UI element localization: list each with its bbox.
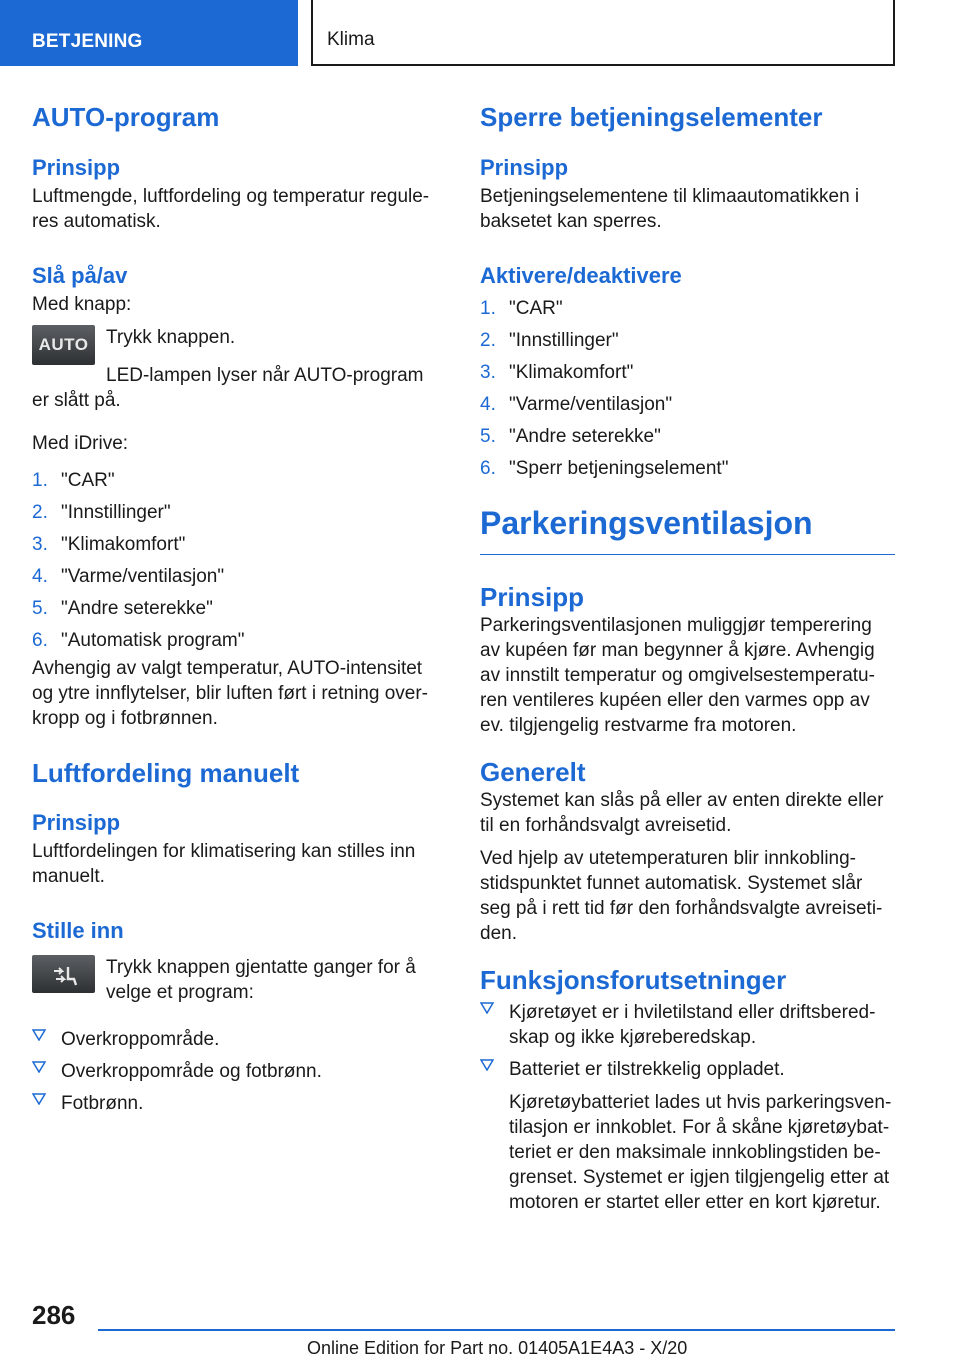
list-item: 5. "Andre seterekke" [480, 426, 661, 447]
triangle-bullet-icon [480, 1002, 494, 1014]
auto-program-title: AUTO-program [32, 102, 220, 132]
auto-note: Avhengig av valgt temperatur, AUTO-intensitet og ytre innflytelser, blir luften ført i retning over-kropp og i fotbrønnen. [32, 658, 428, 729]
footer-divider [98, 1329, 895, 1331]
list-item: 3. "Klimakomfort" [32, 534, 186, 555]
left-column [32, 100, 437, 1119]
list-item: 2. "Innstillinger" [32, 502, 171, 523]
list-item: 6. "Sperr betjeningselement" [480, 458, 729, 479]
auto-steps-list [32, 464, 437, 656]
manual-principle-text: Luftfordelingen for klimatisering kan stilles inn manuelt. [32, 841, 416, 887]
with-button-label: Med knapp: [32, 294, 132, 315]
list-item: 6. "Automatisk program" [32, 630, 245, 651]
requirements-heading: Funksjonsforutsetninger [480, 965, 787, 995]
airflow-button-row [32, 955, 437, 1005]
list-item: 4. "Varme/ventilasjon" [32, 566, 225, 587]
parking-principle-heading: Prinsipp [480, 582, 585, 612]
activate-heading: Aktivere/deaktivere [480, 263, 682, 288]
auto-led-text: LED-lampen lyser når AUTO-program er slått på. [32, 365, 424, 411]
list-item: Kjøretøyet er i hviletilstand eller driftsbered-skap og ikke kjøreberedskap. [480, 996, 895, 1053]
list-item: 1. "CAR" [480, 298, 563, 319]
airflow-options-list [32, 1023, 437, 1119]
list-item: Fotbrønn. [32, 1087, 437, 1119]
lock-principle-text: Betjeningselementene til klimaautomatikken i baksetet kan sperres. [480, 186, 860, 232]
battery-detail-text: Kjøretøybatteriet lades ut hvis parkeringsven-tilasjon er innkoblet. For å skåne kjøretøybat-teriet er den maksimale innkoblingstiden be-grenset. Systemet er igjen tilgjengelig etter at motoren er startet eller etter en kort kjøretur. [509, 1092, 892, 1213]
auto-button-icon [32, 325, 95, 365]
triangle-bullet-icon [480, 1059, 494, 1071]
auto-button-label: AUTO [38, 335, 89, 354]
general-heading: Generelt [480, 757, 586, 787]
triangle-bullet-icon [32, 1061, 46, 1073]
air-distribution-icon [32, 955, 95, 993]
airflow-press-text: Trykk knappen gjentatte ganger for å velge et program: [106, 957, 416, 1003]
lock-principle-heading: Prinsipp [480, 155, 569, 180]
general-text-2: Ved hjelp av utetemperaturen blir innkobling-stidspunktet funnet automatisk. Systemet slår seg på i rett tid før den forhåndsvalgte avreiseti-den. [480, 848, 883, 944]
list-item: 1. "CAR" [32, 470, 115, 491]
list-item: Overkroppområde. [32, 1023, 437, 1055]
section-tab: BETJENING [0, 0, 298, 66]
parking-principle-text: Parkeringsventilasjonen muliggjør temperering av kupéen før man begynner å kjøre. Avhengig av innstilt temperatur og omgivelsestemperatu-ren ventileres kupéen eller den varmes opp av ev. tilgjengelig restvarme fra motoren. [480, 615, 875, 736]
lock-steps-list [480, 292, 895, 484]
manual-distribution-title: Luftfordeling manuelt [32, 758, 300, 788]
list-item: 2. "Innstillinger" [480, 330, 619, 351]
auto-principle-text: Luftmengde, luftfordeling og temperatur regule-res automatisk. [32, 186, 430, 232]
list-item: 4. "Varme/ventilasjon" [480, 394, 673, 415]
right-column [480, 100, 895, 1218]
page-header [0, 0, 960, 66]
triangle-bullet-icon [32, 1093, 46, 1105]
auto-button-row [32, 325, 437, 369]
list-item: 3. "Klimakomfort" [480, 362, 634, 383]
parking-ventilation-title: Parkeringsventilasjon [480, 502, 895, 555]
page-number: 286 [32, 1300, 76, 1330]
lock-controls-title: Sperre betjeningselementer [480, 102, 823, 132]
auto-press-text: Trykk knappen. [106, 327, 236, 348]
list-item: Overkroppområde og fotbrønn. [32, 1055, 437, 1087]
requirements-list [480, 996, 895, 1218]
auto-principle-heading: Prinsipp [32, 155, 121, 180]
general-text-1: Systemet kan slås på eller av enten direkte eller til en forhåndsvalgt avreisetid. [480, 790, 884, 836]
triangle-bullet-icon [32, 1029, 46, 1041]
with-idrive-label: Med iDrive: [32, 433, 129, 454]
set-heading: Stille inn [32, 918, 124, 943]
onoff-heading: Slå på/av [32, 263, 128, 288]
list-item: 5. "Andre seterekke" [32, 598, 213, 619]
edition-text: Online Edition for Part no. 01405A1E4A3 - X/20 [307, 1338, 688, 1358]
manual-principle-heading: Prinsipp [32, 810, 121, 835]
list-item: Batteriet er tilstrekkelig oppladet. Kjøretøybatteriet lades ut hvis parkeringsven-tilasjon er innkoblet. For å skåne kjøretøybat-teriet er den maksimale innkoblingstiden be-grenset. Systemet er igjen tilgjengelig etter at motoren er startet eller etter en kort kjøretur. [480, 1053, 895, 1218]
chapter-tab: Klima [311, 0, 895, 66]
